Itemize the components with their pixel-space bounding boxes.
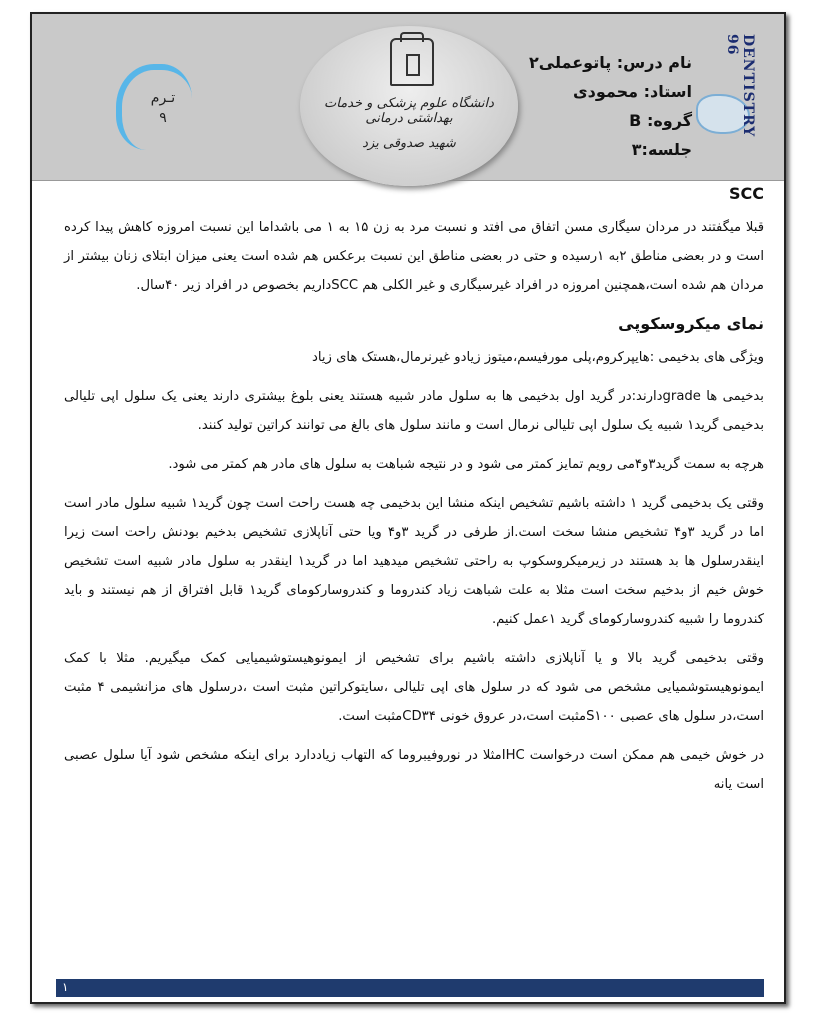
paragraph: در خوش خیمی هم ممکن است درخواست IHCمثلا در نوروفیبروما که التهاب زیاددارد برای اینکه مشخص شود آیا سلول عصبی است یانه — [64, 748, 764, 792]
paragraph: ویژگی های بدخیمی :هایپرکروم،پلی مورفیسم،میتوز زیادو غیرنرمال،هستک های زیاد — [311, 350, 764, 365]
course-name: نام درس: پاتوعملی۲ — [529, 53, 692, 72]
section-title-scc: SCC — [728, 184, 764, 203]
dentistry-logo — [720, 34, 766, 158]
course-info — [529, 48, 692, 164]
paragraph: وقتی بدخیمی گرید بالا و یا آناپلازی داشته باشیم برای تشخیص از ایمونوهیستوشیمیایی کمک میگیریم. مثلا با کمک ایمونوهیستوشمیایی مشخص می شود که در سلول های اپی تلیالی ،سایتوکراتین مثبت است ،درسلول های مزانشیمی ۴ مثبت است،در سلول های عصبی S۱۰۰مثبت است،در عروق خونی CD۳۴مثبت است. — [64, 651, 764, 724]
paragraph: وقتی یک بدخیمی گرید ۱ داشته باشیم تشخیص اینکه منشا این بدخیمی چه هست راحت است چون گرید۱ شبیه سلول مادر است اما در گرید ۳و۴ تشخیص منشا سخت است.از طرفی در گرید ۳و۴ ویا حتی آناپلازی تشخیص بدخیم بودنش راحت است زیرا اینقدرسلول ها بد هستند در زیرمیکروسکوپ به راحتی تشخیص میدهید اما در گرید۱ اینقدر به سلول مادر شبیه است تشخیص خوش خیم از بدخیم سخت است مثلا به علت شباهت زیاد کندروما و کندروسارکومای گرید۱ قابل افتراق از هم نیستند و باید کندروما را شبیه کندروسارکومای گرید ۱عمل کنیم. — [64, 496, 764, 627]
paragraph: قبلا میگفتند در مردان سیگاری مسن اتفاق می افتد و نسبت مرد به زن ۱۵ به ۱ می باشداما این نسبت امروزه کاهش پیدا کرده است و در بعضی مناطق ۲به ۱رسیده و حتی در بعضی مناطق این نسبت برعکس هم شده است یعنی میزان ابتلای زنان بیشتر از مردان هم شده است،همچنین امروزه در افراد غیرسیگاری و غیر الکلی هم SCCداریم بخصوص در افراد زیر ۴۰سال. — [64, 220, 764, 293]
page-footer-bar — [56, 979, 764, 997]
term-label — [134, 88, 192, 128]
university-seal — [300, 26, 518, 186]
term-text: تـرم — [150, 90, 176, 106]
session-label: جلسه:۳ — [631, 140, 692, 159]
seal-city-name: شهید صدوقی یزد — [362, 136, 456, 151]
section-title-microscopic: نمای میکروسکوپی — [618, 314, 764, 333]
page-header — [32, 14, 784, 181]
document-body — [64, 184, 764, 809]
seal-university-name: دانشگاه علوم پزشکی و خدمات بهداشتی درمانی — [324, 96, 494, 126]
term-number: ۹ — [159, 110, 167, 126]
university-emblem-icon — [390, 38, 434, 86]
page-number: ۱ — [62, 980, 69, 994]
paragraph: هرچه به سمت گرید۳و۴می رویم تمایز کمتر می شود و در نتیجه شباهت به سلول های مادر هم کمتر می شود. — [168, 457, 764, 472]
paragraph: بدخیمی ها gradeدارند:در گرید اول بدخیمی ها به سلول مادر شبیه هستند یعنی بلوغ بیشتری دارند یعنی یک سلول اپی تلیالی بدخیمی گرید۱ شبیه یک سلول اپی تلیالی نرمال است و مانند سلول های بالغ می توانند کراتین تولید کنند. — [64, 389, 764, 433]
teacher-name: استاد: محمودی — [572, 82, 692, 101]
dentistry-text: DENTISTRY 96 — [724, 34, 756, 138]
tooth-logo — [116, 64, 190, 152]
group-label: گروه: B — [629, 111, 692, 130]
